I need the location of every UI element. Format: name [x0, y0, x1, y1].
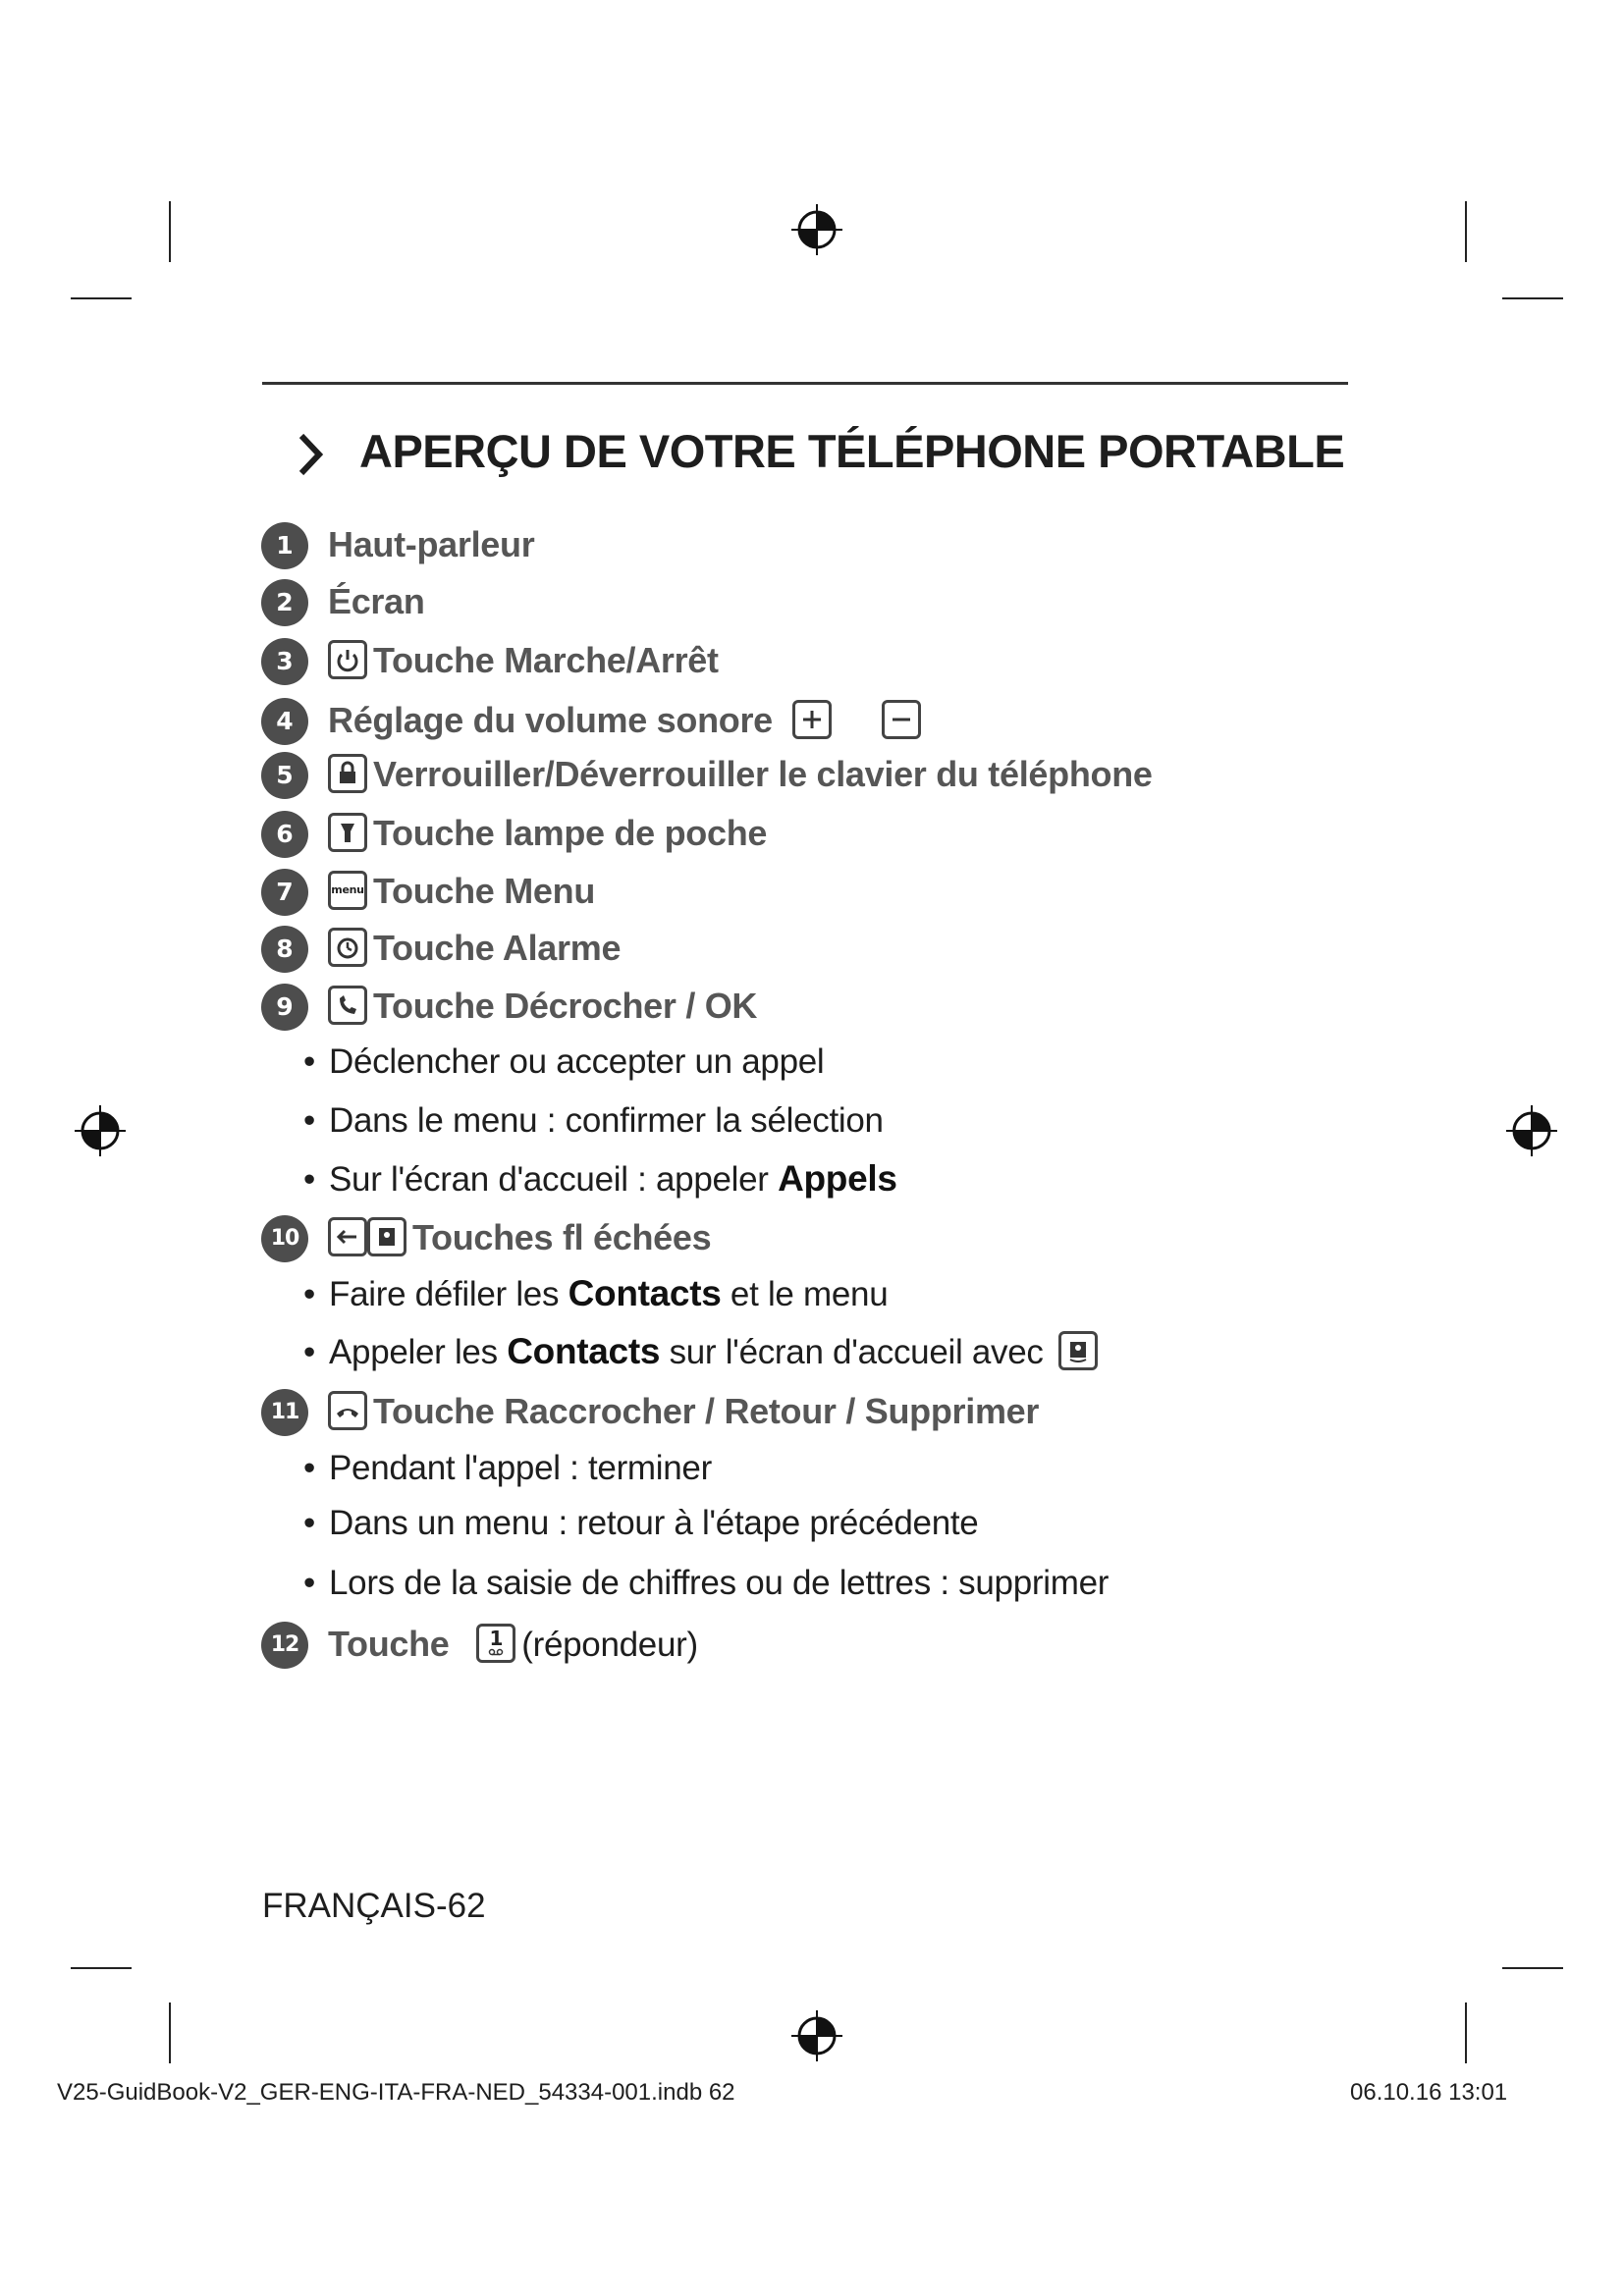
page-number: FRANÇAIS-62 [262, 1887, 486, 1925]
item-number: 5 [261, 752, 308, 799]
list-item: • Déclencher ou accepter un appel [303, 1042, 825, 1081]
contacts-icon [1058, 1331, 1098, 1370]
page-title: APERÇU DE VOTRE TÉLÉPHONE PORTABLE [359, 425, 1345, 477]
item-label: Réglage du volume sonore [328, 700, 773, 740]
list-item: • Sur l'écran d'accueil : appeler Appels [303, 1158, 897, 1199]
registration-mark-icon [789, 202, 844, 257]
registration-mark-icon [73, 1103, 128, 1158]
crop-mark [71, 1967, 132, 1969]
item-number: 3 [261, 638, 308, 685]
item-label: Touche Décrocher / OK [373, 986, 758, 1026]
item-label: Touche Menu [373, 871, 596, 911]
arrow-left-icon [328, 1217, 367, 1256]
voicemail-icon: 1 [476, 1624, 515, 1663]
hangup-icon [328, 1391, 367, 1430]
item-label: Touche Marche/Arrêt [373, 640, 719, 680]
chevron-right-icon [296, 430, 325, 479]
list-item: • Dans le menu : confirmer la sélection [303, 1101, 884, 1140]
item-label: Touche lampe de poche [373, 813, 768, 853]
registration-mark-icon [789, 2008, 844, 2063]
contacts-icon [367, 1217, 406, 1256]
item-number: 12 [261, 1622, 308, 1669]
item-suffix: (répondeur) [521, 1626, 698, 1664]
menu-icon: menu [328, 871, 367, 910]
power-icon [328, 640, 367, 679]
crop-mark [71, 297, 132, 299]
item-label: Touches fl échées [412, 1217, 712, 1257]
flashlight-icon [328, 813, 367, 852]
item-label: Verrouiller/Déverrouiller le clavier du téléphone [373, 754, 1153, 794]
item-number: 11 [261, 1389, 308, 1436]
item-number: 8 [261, 926, 308, 973]
item-number: 2 [261, 579, 308, 626]
crop-mark [169, 2002, 171, 2063]
print-date: 06.10.16 13:01 [1350, 2079, 1508, 2106]
print-slug: V25-GuidBook-V2_GER-ENG-ITA-FRA-NED_54334-001.indb 62 [57, 2079, 735, 2106]
volume-down-icon [882, 700, 921, 739]
crop-mark [1502, 1967, 1563, 1969]
crop-mark [169, 201, 171, 262]
list-item: • Dans un menu : retour à l'étape précédente [303, 1504, 979, 1542]
lock-icon [328, 754, 367, 793]
crop-mark [1465, 2002, 1467, 2063]
item-number: 10 [261, 1215, 308, 1262]
call-icon [328, 986, 367, 1025]
item-label: Touche Alarme [373, 928, 622, 968]
crop-mark [1502, 297, 1563, 299]
header-rule [262, 382, 1348, 385]
list-item: • Pendant l'appel : terminer [303, 1449, 712, 1487]
item-number: 1 [261, 522, 308, 569]
crop-mark [1465, 201, 1467, 262]
item-number: 6 [261, 811, 308, 858]
item-label: Touche Raccrocher / Retour / Supprimer [373, 1391, 1040, 1431]
registration-mark-icon [1504, 1103, 1559, 1158]
item-number: 9 [261, 984, 308, 1031]
item-label: Haut-parleur [328, 524, 535, 564]
item-number: 7 [261, 869, 308, 916]
list-item: • Appeler les Contacts sur l'écran d'accueil avec [303, 1331, 1104, 1374]
volume-up-icon [792, 700, 832, 739]
list-item: • Lors de la saisie de chiffres ou de lettres : supprimer [303, 1564, 1110, 1602]
item-label: Écran [328, 581, 425, 621]
item-label: Touche [328, 1624, 450, 1664]
item-number: 4 [261, 698, 308, 745]
alarm-icon [328, 928, 367, 967]
list-item: • Faire défiler les Contacts et le menu [303, 1273, 889, 1313]
